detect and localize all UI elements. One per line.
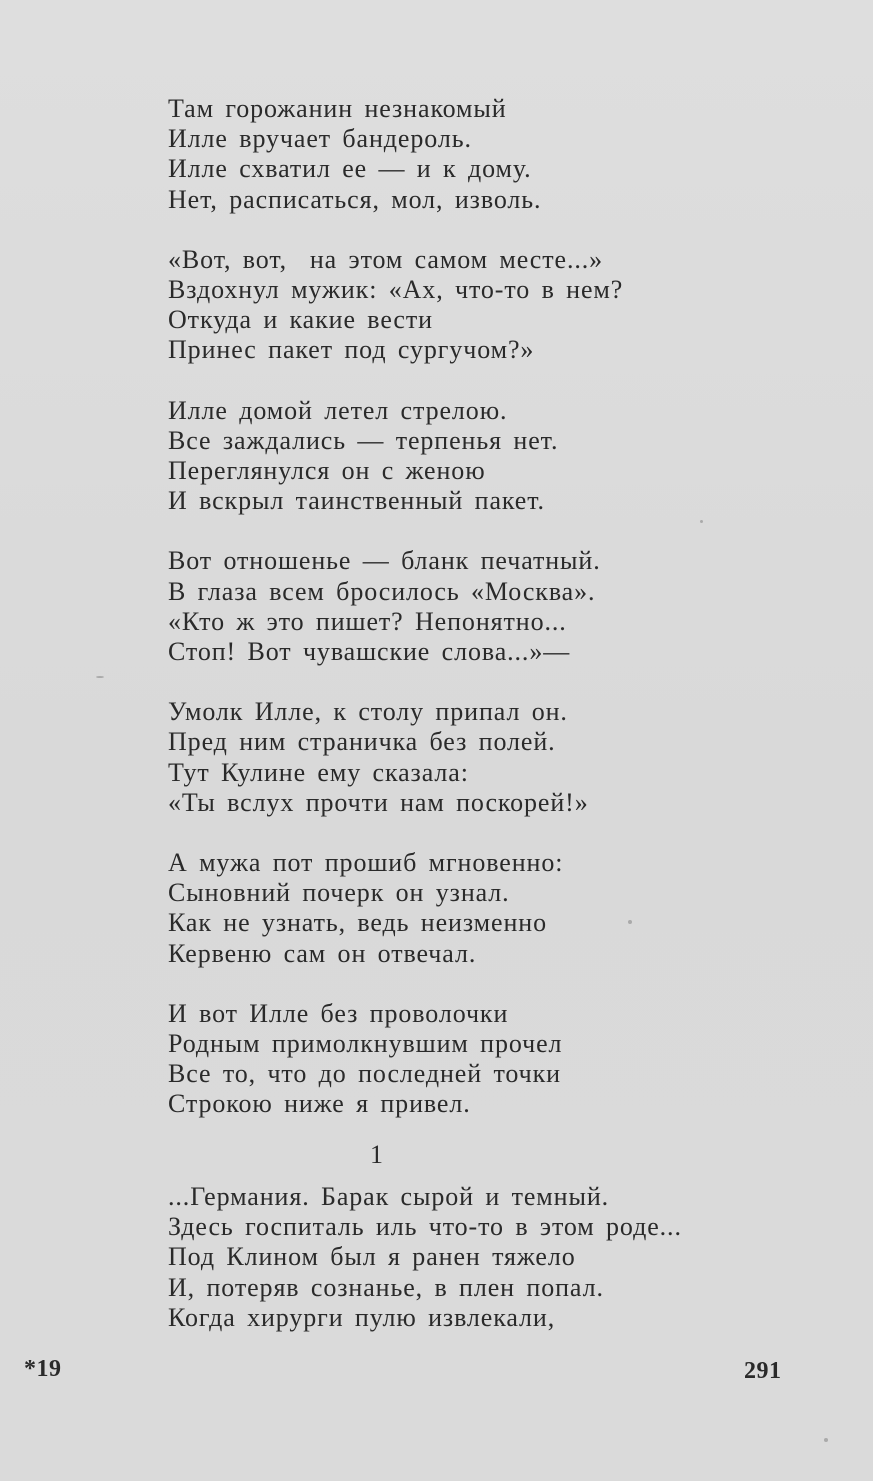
- letter-text: [168, 1182, 788, 1333]
- page-number: 291: [744, 1358, 782, 1384]
- poem-line: «Вот, вот, на этом самом месте...»: [168, 244, 604, 274]
- stanza-5: [168, 697, 768, 818]
- poem-line: Илле вручает бандероль.: [168, 124, 472, 154]
- section-number: 1: [370, 1140, 383, 1169]
- poem-line: Кервеню сам он отвечал.: [168, 938, 477, 968]
- paper-speck: [824, 1438, 828, 1442]
- poem-line: Тут Кулине ему сказала:: [168, 757, 469, 787]
- poem-line: «Ты вслух прочти нам поскорей!»: [168, 787, 589, 817]
- poem-line: Илле схватил ее — и к дому.: [168, 154, 532, 184]
- poem-line: Сыновний почерк он узнал.: [168, 878, 510, 908]
- poem-line: Переглянулся он с женою: [168, 456, 486, 486]
- poem-line: И вскрыл таинственный пакет.: [168, 486, 545, 516]
- poem-line: В глаза всем бросилось «Москва».: [168, 576, 596, 606]
- poem-line: Стоп! Вот чувашские слова...»—: [168, 637, 571, 667]
- poem-body: [168, 94, 768, 1150]
- poem-line: Все заждались — терпенья нет.: [168, 425, 559, 455]
- poem-line: Строкою ниже я привел.: [168, 1089, 471, 1119]
- poem-line: И вот Илле без проволочки: [168, 998, 509, 1028]
- poem-line: Вот отношенье — бланк печатный.: [168, 546, 601, 576]
- poem-line: А мужа пот прошиб мгновенно:: [168, 848, 564, 878]
- poem-line: Все то, что до последней точки: [168, 1059, 561, 1089]
- paper-speck: [628, 920, 632, 924]
- poem-line: «Кто ж это пишет? Непонятно...: [168, 606, 567, 636]
- stanza-1: [168, 94, 768, 215]
- poem-line: Умолк Илле, к столу припал он.: [168, 697, 568, 727]
- stanza-3: [168, 396, 768, 517]
- stanza-4: [168, 546, 768, 667]
- letter-line: ...Германия. Барак сырой и темный.: [168, 1182, 610, 1211]
- poem-line: Пред ним страничка без полей.: [168, 727, 556, 757]
- poem-line: Откуда и какие вести: [168, 305, 433, 335]
- poem-line: Как не узнать, ведь неизменно: [168, 908, 547, 938]
- poem-line: Родным примолкнувшим прочел: [168, 1029, 563, 1059]
- stanza-7: [168, 999, 768, 1120]
- stanza-2: [168, 245, 768, 366]
- signature-mark: *19: [24, 1356, 62, 1382]
- poem-line: Илле домой летел стрелою.: [168, 395, 508, 425]
- paper-speck: [96, 676, 104, 678]
- letter-line: И, потеряв сознанье, в плен попал.: [168, 1272, 604, 1302]
- letter-line: Под Клином был я ранен тяжело: [168, 1242, 576, 1272]
- poem-line: Принес пакет под сургучом?»: [168, 335, 535, 365]
- poem-line: Нет, расписаться, мол, изволь.: [168, 184, 542, 214]
- poem-line: Там горожанин незнакомый: [168, 94, 507, 123]
- poem-line: Вздохнул мужик: «Ах, что-то в нем?: [168, 275, 624, 305]
- paper-speck: [700, 520, 703, 523]
- letter-line: Когда хирурги пулю извлекали,: [168, 1302, 556, 1332]
- stanza-6: [168, 848, 768, 969]
- letter-line: Здесь госпиталь иль что-то в этом роде...: [168, 1212, 682, 1242]
